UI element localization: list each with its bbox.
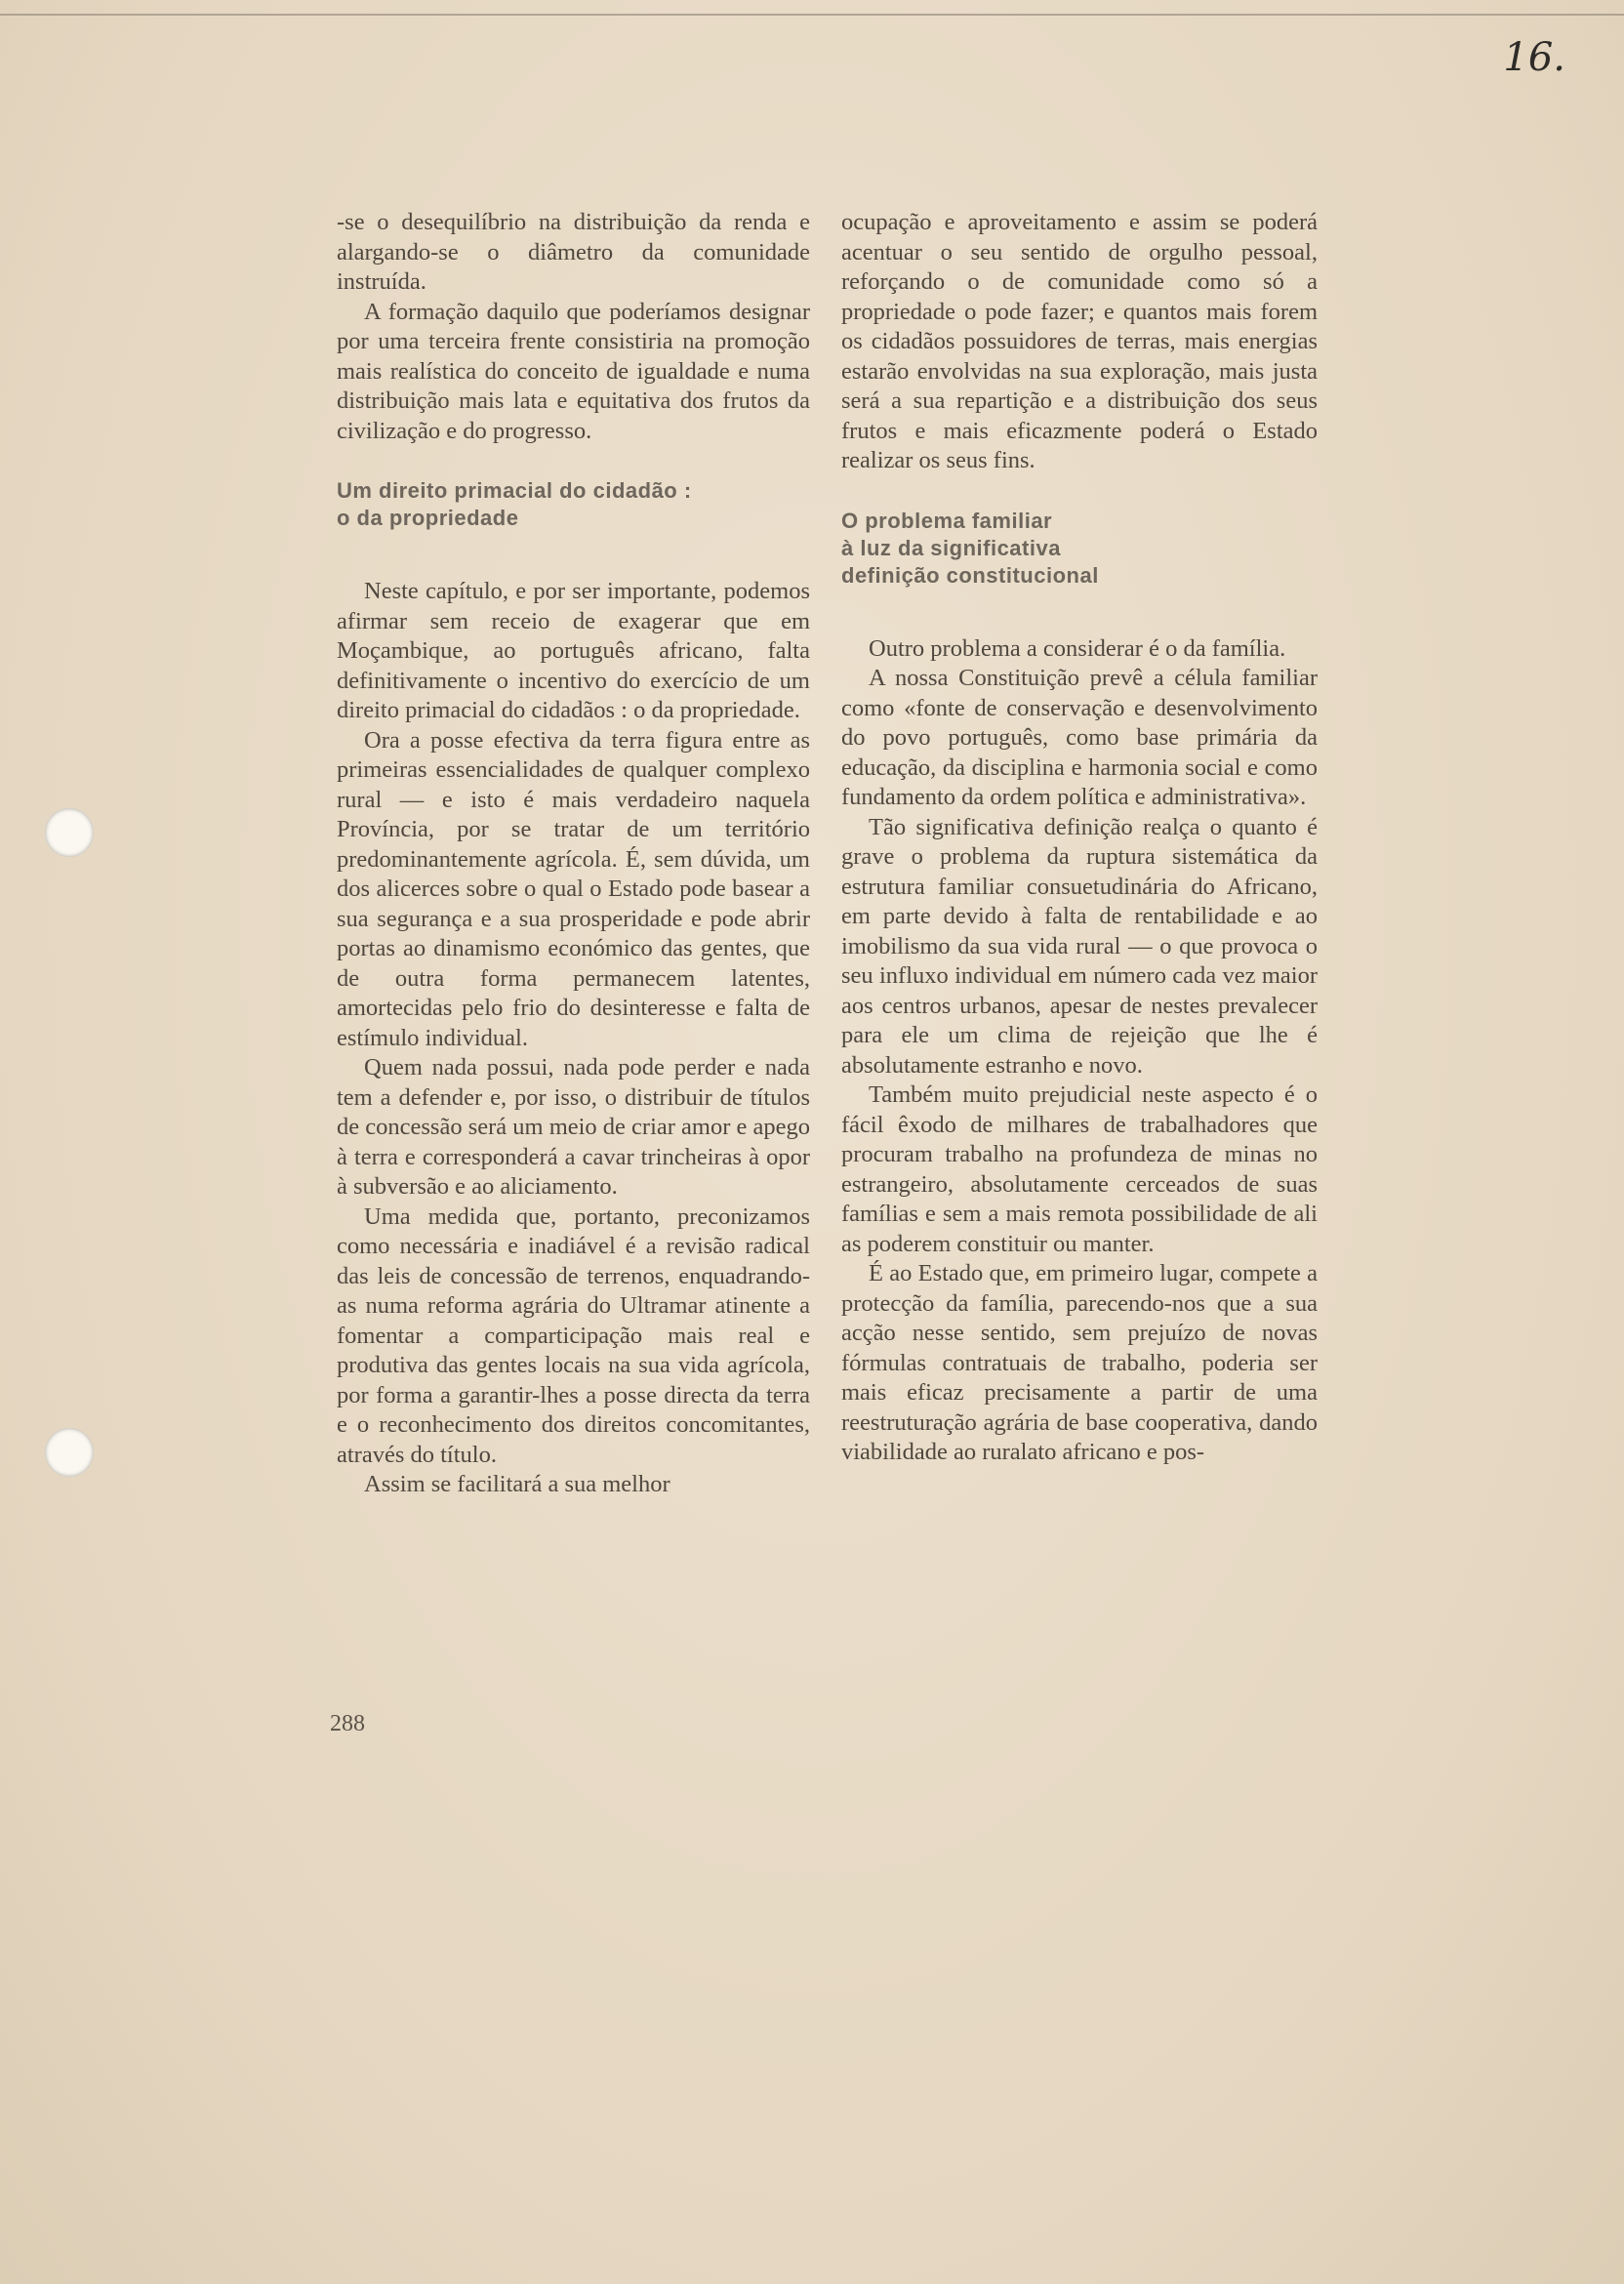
heading-line: O problema familiar bbox=[841, 508, 1053, 533]
paragraph: Tão significativa definição realça o quanto é grave o problema da ruptura sistemática da estrutura familiar consuetudinária do Africano, em parte devido à falta de rentabilidade e ao imobilismo da sua vida rural — o que provoca o seu influxo individual em número cada vez maior aos centros urbanos, apesar de nestes prevalecer para ele um clima de rejeição que lhe é absolutamente estranho e novo. bbox=[841, 813, 1318, 1079]
top-edge-rule bbox=[0, 14, 1624, 16]
paragraph: -se o desequilíbrio na distribuição da renda e alargando-se o diâmetro da comunidade instruída. bbox=[337, 209, 810, 295]
paragraph: Uma medida que, portanto, preconizamos como necessária e inadiável é a revisão radical das leis de concessão de terrenos, enquadrando-as numa reforma agrária do Ultramar atinente a fomentar a comparticipação mais real e produtiva das gentes locais na sua vida agrícola, por forma a garantir-lhes a posse directa da terra e o reconhecimento dos direitos concomitantes, através do título. bbox=[337, 1203, 810, 1468]
paragraph: A formação daquilo que poderíamos designar por uma terceira frente consistiria na promoção mais realística do conceito de igualdade e numa distribuição mais lata e equitativa dos frutos da civilização e do progresso. bbox=[337, 298, 810, 444]
paragraph: É ao Estado que, em primeiro lugar, compete a protecção da família, parecendo-nos que a sua acção nesse sentido, sem prejuízo de novas fórmulas contratuais de trabalho, poderia ser mais eficaz precisamente a partir de uma reestruturação agrária de base cooperativa, dando viabilidade ao ruralato africano e pos- bbox=[841, 1260, 1318, 1465]
section-heading-propriedade bbox=[337, 477, 810, 532]
printed-page-number: 288 bbox=[330, 1711, 365, 1736]
paragraph: Outro problema a considerar é o da família. bbox=[869, 634, 1286, 662]
handwritten-page-number: 16. bbox=[1503, 35, 1565, 80]
heading-line: definição constitucional bbox=[841, 562, 1099, 588]
paragraph: A nossa Constituição prevê a célula familiar como «fonte de conservação e desenvolvimento do povo português, como base primária da educação, da disciplina e harmonia social e como fundamento da ordem política e administrativa». bbox=[841, 665, 1318, 810]
left-column bbox=[337, 208, 810, 1500]
heading-line: o da propriedade bbox=[337, 506, 519, 530]
punch-hole-bottom bbox=[45, 1428, 94, 1477]
paragraph: Neste capítulo, e por ser importante, podemos afirmar sem receio de exagerar que em Moçambique, ao português africano, falta definitivamente o incentivo do exercício de um direito primacial do cidadãos : o da propriedade. bbox=[337, 578, 810, 723]
heading-line: Um direito primacial do cidadão : bbox=[337, 478, 692, 503]
section-heading-problema-familiar bbox=[841, 508, 1318, 590]
paragraph: Ora a posse efectiva da terra figura entre as primeiras essencialidades de qualquer complexo rural — e isto é mais verdadeiro naquela Província, por se tratar de um território predominantemente agrícola. É, sem dúvida, um dos alicerces sobre o qual o Estado pode basear a sua segurança e a sua prosperidade e pode abrir portas ao dinamismo económico das gentes, que de outra forma permanecem latentes, amortecidas pelo frio do desinteresse e falta de estímulo individual. bbox=[337, 726, 810, 1051]
right-column bbox=[841, 208, 1318, 1468]
paragraph: Também muito prejudicial neste aspecto é o fácil êxodo de milhares de trabalhadores que procuram trabalho na profundeza de minas no estrangeiro, absolutamente cerceados de suas famílias e sem a mais remota possibilidade de ali as poderem constituir ou manter. bbox=[841, 1081, 1318, 1257]
heading-line: à luz da significativa bbox=[841, 535, 1061, 560]
paragraph: Quem nada possui, nada pode perder e nada tem a defender e, por isso, o distribuir de títulos de concessão será um meio de criar amor e apego à terra e corresponderá a cavar trincheiras à opor à subversão e ao aliciamento. bbox=[337, 1054, 811, 1200]
punch-hole-top bbox=[45, 808, 94, 857]
paragraph: Assim se facilitará a sua melhor bbox=[364, 1471, 670, 1497]
paragraph: ocupação e aproveitamento e assim se poderá acentuar o seu sentido de orgulho pessoal, reforçando o de comunidade como só a propriedade o pode fazer; e quantos mais forem os cidadãos possuidores de terras, mais energias estarão envolvidas na sua exploração, mais justa será a sua repartição e a distribuição dos seus frutos e mais eficazmente poderá o Estado realizar os seus fins. bbox=[841, 209, 1318, 473]
